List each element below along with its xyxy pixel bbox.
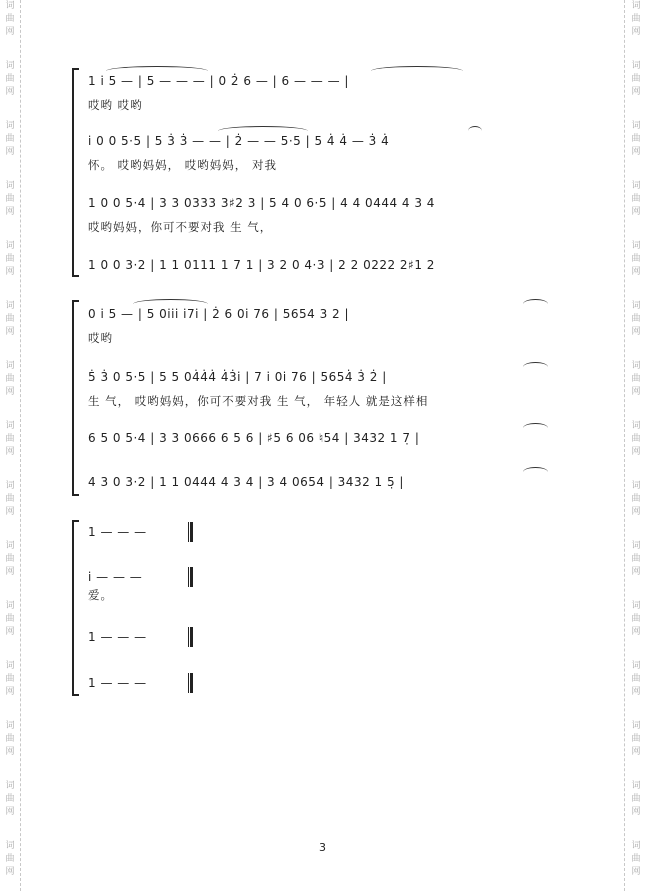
watermark-text: 词 曲 网 bbox=[631, 541, 641, 577]
notation-line: 1 — — — bbox=[88, 676, 147, 690]
watermark-text: 词 曲 网 bbox=[5, 481, 15, 517]
watermark-text: 词 曲 网 bbox=[631, 1, 641, 37]
watermark-text: 词 曲 网 bbox=[5, 421, 15, 457]
watermark-text: 词 曲 网 bbox=[631, 181, 641, 217]
lyric-line: 爱。 bbox=[88, 588, 113, 602]
lyric-line: 哎哟妈妈，你可不要对我 生 气， bbox=[88, 220, 273, 234]
notation-line: i̇ — — — bbox=[88, 570, 143, 584]
final-barline bbox=[188, 673, 193, 693]
watermark-text: 词 曲 网 bbox=[5, 121, 15, 157]
final-barline bbox=[188, 522, 193, 542]
tie-slur bbox=[523, 299, 548, 309]
notation-line: 5̇ 3̇ 0 5·5 | 5 5 04̇4̇4̇ 4̇3̇i̇ | 7 i̇ 0i̇ 76 | 5654̇ 3̇ 2̇ | bbox=[88, 370, 387, 384]
watermark-text: 词 曲 网 bbox=[5, 661, 15, 697]
lyric-line: 怀。 哎哟妈妈， 哎哟妈妈， 对我 bbox=[88, 158, 277, 172]
watermark-text: 词 曲 网 bbox=[631, 361, 641, 397]
lyric-line: 哎哟 bbox=[88, 331, 113, 345]
lyric-line: 哎哟 哎哟 bbox=[88, 98, 143, 112]
notation-line: 0 i̇ 5 — | 5 0i̇i̇i̇ i̇7i̇ | 2̇ 6 0i̇ 76 | 5654 3 2 | bbox=[88, 307, 350, 321]
notation-line: 1 0 0 3·2 | 1 1 0111 1 7 1 | 3 2 0 4·3 | 2 2 0222 2♯1 2 bbox=[88, 258, 435, 272]
watermark-text: 词 曲 网 bbox=[631, 781, 641, 817]
watermark-text: 词 曲 网 bbox=[631, 841, 641, 877]
watermark-text: 词 曲 网 bbox=[5, 301, 15, 337]
tie-slur bbox=[523, 423, 548, 433]
watermark-text: 词 曲 网 bbox=[5, 241, 15, 277]
tie-slur bbox=[523, 467, 548, 477]
watermark-text: 词 曲 网 bbox=[5, 841, 15, 877]
final-barline bbox=[188, 567, 193, 587]
watermark-text: 词 曲 网 bbox=[631, 61, 641, 97]
tie-slur bbox=[106, 66, 208, 76]
watermark-text: 词 曲 网 bbox=[5, 601, 15, 637]
watermark-text: 词 曲 网 bbox=[631, 601, 641, 637]
right-watermark-column bbox=[624, 0, 645, 891]
tie-slur bbox=[468, 126, 482, 136]
tie-slur bbox=[218, 126, 308, 136]
notation-line: 1 — — — bbox=[88, 630, 147, 644]
watermark-text: 词 曲 网 bbox=[5, 361, 15, 397]
notation-line: 4 3 0 3·2 | 1 1 0444 4 3 4 | 3 4 0654 | 3432 1 5̣ | bbox=[88, 475, 404, 489]
watermark-text: 词 曲 网 bbox=[631, 121, 641, 157]
watermark-text: 词 曲 网 bbox=[5, 541, 15, 577]
notation-line: 6 5 0 5·4 | 3 3 0666 6 5 6 | ♯5 6 06 ♮54 | 3432 1 7̣ | bbox=[88, 431, 420, 445]
tie-slur bbox=[523, 362, 548, 372]
notation-line: 1 0 0 5·4 | 3 3 0333 3♯2 3 | 5 4 0 6·5 | 4 4 0444 4 3 4 bbox=[88, 196, 435, 210]
watermark-text: 词 曲 网 bbox=[631, 301, 641, 337]
watermark-text: 词 曲 网 bbox=[5, 721, 15, 757]
watermark-text: 词 曲 网 bbox=[631, 241, 641, 277]
notation-line: 1 i̇ 5 — | 5 — — — | 0 2̇ 6 — | 6 — — — | bbox=[88, 74, 349, 88]
left-watermark-column bbox=[0, 0, 21, 891]
system-2-brace bbox=[72, 300, 79, 496]
watermark-text: 词 曲 网 bbox=[5, 1, 15, 37]
watermark-text: 词 曲 网 bbox=[5, 181, 15, 217]
watermark-text: 词 曲 网 bbox=[631, 481, 641, 517]
tie-slur bbox=[133, 299, 208, 309]
final-barline bbox=[188, 627, 193, 647]
notation-line: 1 — — — bbox=[88, 525, 147, 539]
watermark-text: 词 曲 网 bbox=[5, 61, 15, 97]
notation-line: i̇ 0 0 5·5 | 5 3̇ 3̇ — — | 2̇ — — 5·5 | 5 4̇ 4̇ — 3̇ 4̇ bbox=[88, 134, 390, 148]
tie-slur bbox=[371, 66, 463, 76]
lyric-line: 生 气， 哎哟妈妈，你可不要对我 生 气， 年轻人 就是这样相 bbox=[88, 394, 429, 408]
watermark-text: 词 曲 网 bbox=[631, 661, 641, 697]
page-number: 3 bbox=[319, 841, 326, 854]
watermark-text: 词 曲 网 bbox=[5, 781, 15, 817]
watermark-text: 词 曲 网 bbox=[631, 721, 641, 757]
watermark-text: 词 曲 网 bbox=[631, 421, 641, 457]
system-1-brace bbox=[72, 68, 79, 277]
system-3-brace bbox=[72, 520, 79, 696]
